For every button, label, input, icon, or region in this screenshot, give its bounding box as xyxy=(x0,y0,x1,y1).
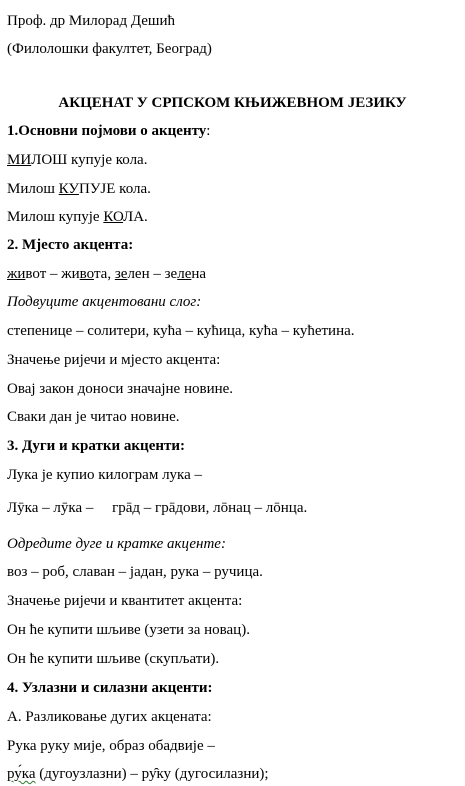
section2-instruction: Подвуците акцентовани слог: xyxy=(7,294,202,310)
section3-sentence-2: Он ће купити шљиве (узети за новац). xyxy=(7,622,250,638)
section3-instruction: Одредите дуге и кратке акценте: xyxy=(7,536,226,552)
pair-text-2: та, xyxy=(93,266,115,282)
ex2-pre: Милош xyxy=(7,181,59,197)
section2-sentence-1: Овај закон доноси значајне новине. xyxy=(7,381,234,397)
section4-saying: Рука руку мије, образ обадвије – xyxy=(7,738,215,754)
section3-examples: Лӯка – лӯка – грāд – грāдови, лōнац – лōнца. xyxy=(7,500,308,516)
ex3-accented-syllable: КО xyxy=(103,209,124,225)
pair-syllable-1: жи xyxy=(7,266,26,282)
section3-meaning: Значење ријечи и квантитет акцента: xyxy=(7,593,243,609)
section2-heading: 2. Мјесто акцента: xyxy=(7,237,134,253)
pair-text-1: вот – жи xyxy=(25,266,80,282)
ex1-accented-syllable: МИ xyxy=(7,152,32,168)
section3-sentence-1: Лука је купио килограм лука – xyxy=(7,467,203,483)
section1-example-1 xyxy=(7,151,147,169)
section1-heading xyxy=(7,122,210,140)
pair-text-3: лен – зе xyxy=(127,266,178,282)
section3-heading: 3. Дуги и кратки акценти: xyxy=(7,438,186,454)
affiliation-line: (Филолошки факултет, Београд) xyxy=(7,41,212,57)
section2-sentence-2: Сваки дан је читао новине. xyxy=(7,409,180,425)
pair-syllable-4: ле xyxy=(177,266,192,282)
section3-words: воз – роб, славан – јадан, рука – ручица. xyxy=(7,564,263,580)
section4-subheading: А. Разликовање дугих акцената: xyxy=(7,709,212,725)
ex2-post: ПУЈЕ кола. xyxy=(78,181,151,197)
pair-syllable-2: во xyxy=(79,266,94,282)
pair-text-4: на xyxy=(191,266,207,282)
section4-last-line xyxy=(7,765,269,783)
section1-example-2 xyxy=(7,180,151,198)
ex3-post: ЛА. xyxy=(123,209,148,225)
author-line: Проф. др Милорад Дешић xyxy=(7,13,175,29)
section4-heading: 4. Узлазни и силазни акценти: xyxy=(7,680,213,696)
pair-syllable-3: зе xyxy=(114,266,128,282)
section2-pair-line xyxy=(7,265,206,283)
section2-words: степенице – солитери, кућа – кућица, кућа – кућетина. xyxy=(7,323,355,339)
ex2-accented-syllable: КУ xyxy=(58,181,79,197)
ex3-pre: Милош купује xyxy=(7,209,104,225)
section1-example-3 xyxy=(7,208,148,226)
section4-last-rest: (дугоузлазни) – ру̑ку (дугосилазни); xyxy=(35,766,269,782)
section3-sentence-3: Он ће купити шљиве (скупљати). xyxy=(7,651,220,667)
section2-meaning: Значење ријечи и мјесто акцента: xyxy=(7,352,221,368)
ex1-post: ЛОШ купује кола. xyxy=(31,152,148,168)
document-title: АКЦЕНАТ У СРПСКОМ КЊИЖЕВНОМ ЈЕЗИКУ xyxy=(58,95,407,111)
section1-heading-colon: : xyxy=(206,123,211,139)
section1-heading-text: 1.Основни појмови о акценту xyxy=(7,123,207,139)
spellcheck-underlined-word: ру́ка xyxy=(7,766,36,782)
